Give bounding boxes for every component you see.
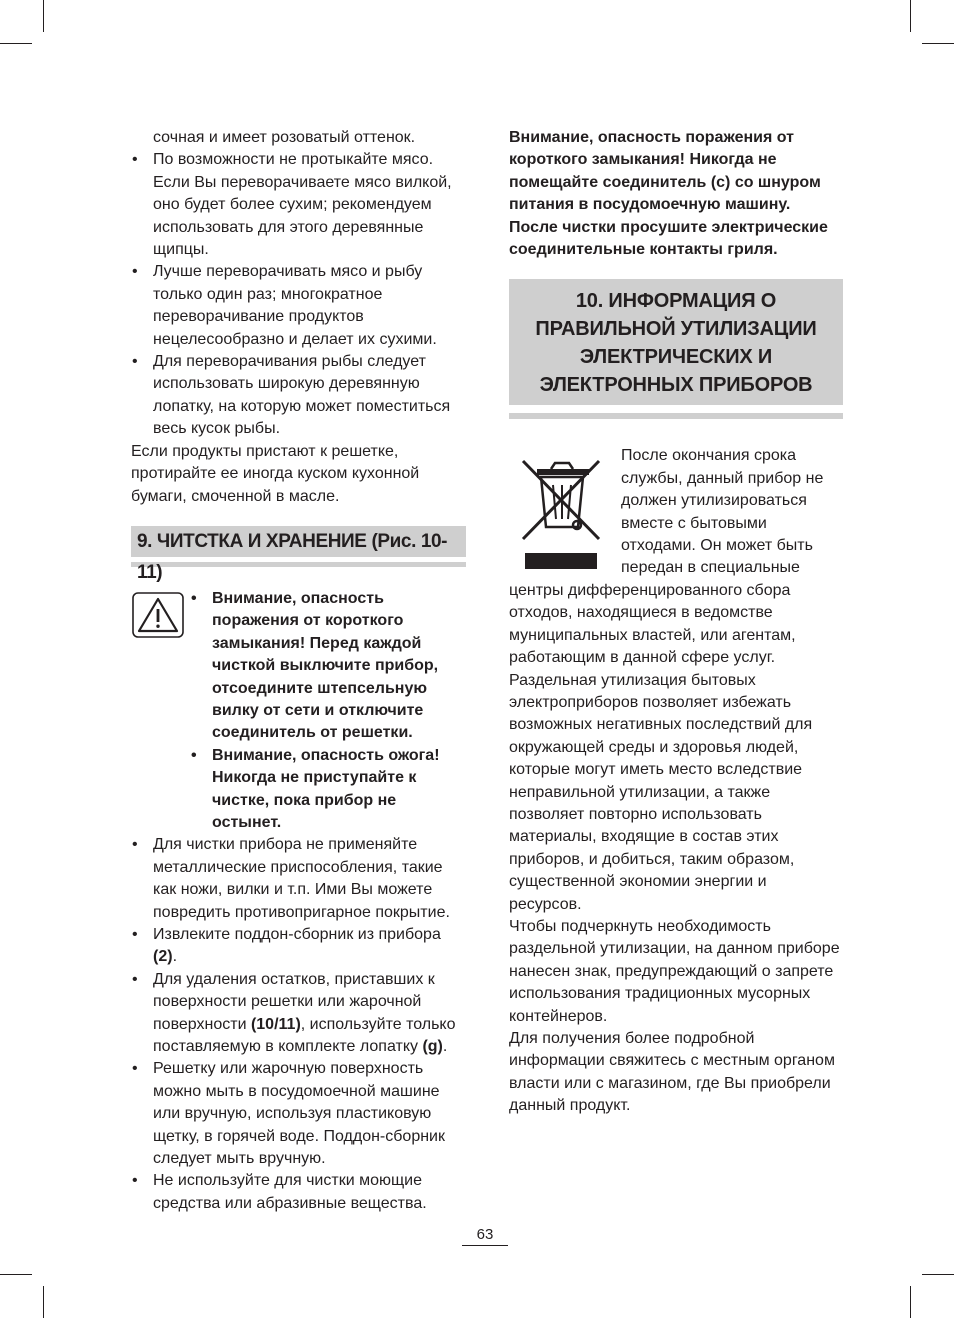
list-item: • Лучше переворачивать мясо и рыбу только один раз; многократное переворачивание продуктов нецелесообразно и делает их сухими. [131, 261, 466, 351]
item-text: . [442, 1038, 448, 1056]
warning-item: • Внимание, опасность ожога! Никогда не приступайте к чистке, пока прибор не остынет. [190, 745, 455, 835]
section-9-heading: 9. ЧИТСТКА И ХРАНЕНИЕ (Рис. 10-11) [131, 526, 466, 562]
crop-mark [910, 1286, 911, 1318]
crop-mark [922, 43, 954, 44]
disposal-paragraph: После окончания срока службы, данный прибор не должен утилизироваться вместе с бытовыми отходами. Он может быть передан в специальные центры дифференцированного сбора отходов, находящиеся в ведомстве муниципальных властей, или агентам, работающим в данной сфере услуг. Раздельная утилизация бытовых электроприборов позволяет избежать возможных негативных последствий для окружающей среды и здоровья людей, которые могут иметь место вследствие неправильной утилизации, а также позволяет повторно использовать материалы, входящие в состав этих приборов, и добиться, таким образом, существенной экономии энергии и ресурсов. [509, 447, 824, 913]
crop-mark [43, 0, 44, 32]
page-number: 63 [462, 1226, 508, 1246]
item-text: , используйте только поставляемую в комплекте лопатку [153, 1015, 456, 1056]
disposal-paragraph: Чтобы подчеркнуть необходимость раздельной утилизации, на данном приборе нанесен знак, предупреждающий о запрете использования традиционных мусорных контейнеров. [509, 917, 840, 1025]
section-10-heading: 10. ИНФОРМАЦИЯ О ПРАВИЛЬНОЙ УТИЛИЗАЦИИ ЭЛЕКТРИЧЕСКИХ И ЭЛЕКТРОННЫХ ПРИБОРОВ [509, 279, 843, 405]
item-text: Извлеките поддон-сборник из прибора [153, 926, 441, 943]
list-item: • Решетку или жарочную поверхность можно мыть в посудомоечной машине или вручную, используя пластиковую щетку, в горячей воде. Поддон-сборник следует мыть вручную. [131, 1058, 466, 1170]
cleaning-list [131, 834, 466, 1215]
crop-mark [0, 43, 32, 44]
tips-list [131, 149, 466, 440]
warning-block [131, 588, 466, 834]
list-item: • Для чистки прибора не применяйте металлические приспособления, такие как ножи, вилки и т.п. Ими Вы можете повредить противопригарное покрытие. [131, 834, 466, 924]
warning-text [190, 588, 455, 834]
list-item: • По возможности не протыкайте мясо. Если Вы переворачиваете мясо вилкой, оно будет более сухим; рекомендуем использовать для этого деревянные щипцы. [131, 149, 466, 261]
list-item: • Не используйте для чистки моющие средства или абразивные вещества. [131, 1170, 466, 1215]
crop-mark [0, 1274, 32, 1275]
left-column [131, 127, 466, 1215]
item-text: Для удаления остатков, приставших к поверхности решетки или жарочной поверхности [153, 970, 435, 1033]
part-reference: (2) [153, 948, 173, 966]
right-column [509, 127, 843, 1118]
sticking-paragraph: Если продукты пристают к решетке, протирайте ее иногда куском кухонной бумаги, смоченной в масле. [131, 442, 420, 505]
continued-line: сочная и имеет розоватый оттенок. [153, 129, 416, 146]
warning-item: • Внимание, опасность поражения от короткого замыкания! Перед каждой чисткой выключите прибор, отсоедините штепсельную вилку от сети и отключите соединитель от решетки. [190, 588, 455, 745]
disposal-paragraph: Для получения более подробной информации свяжитесь с местным органом власти или с магазином, где Вы приобрели данный продукт. [509, 1030, 835, 1115]
crop-mark [922, 1274, 954, 1275]
list-item [131, 969, 466, 1059]
part-reference: (g) [422, 1038, 443, 1056]
crop-mark [43, 1286, 44, 1318]
dishwasher-warning: Внимание, опасность поражения от короткого замыкания! Никогда не помещайте соединитель (c) со шнуром питания в посудомоечную машину. После чистки просушите электрические соединительные контакты гриля. [509, 129, 828, 259]
list-item [131, 924, 466, 969]
crossed-out-bin-icon [509, 451, 613, 579]
warning-triangle-icon [132, 592, 184, 638]
part-reference: (10/11) [250, 1015, 301, 1033]
item-text: . [172, 948, 178, 966]
heading-rule [509, 413, 843, 419]
list-item: • Для переворачивания рыбы следует использовать широкую деревянную лопатку, на которую может поместиться весь кусок рыбы. [131, 351, 466, 441]
crop-mark [910, 0, 911, 32]
